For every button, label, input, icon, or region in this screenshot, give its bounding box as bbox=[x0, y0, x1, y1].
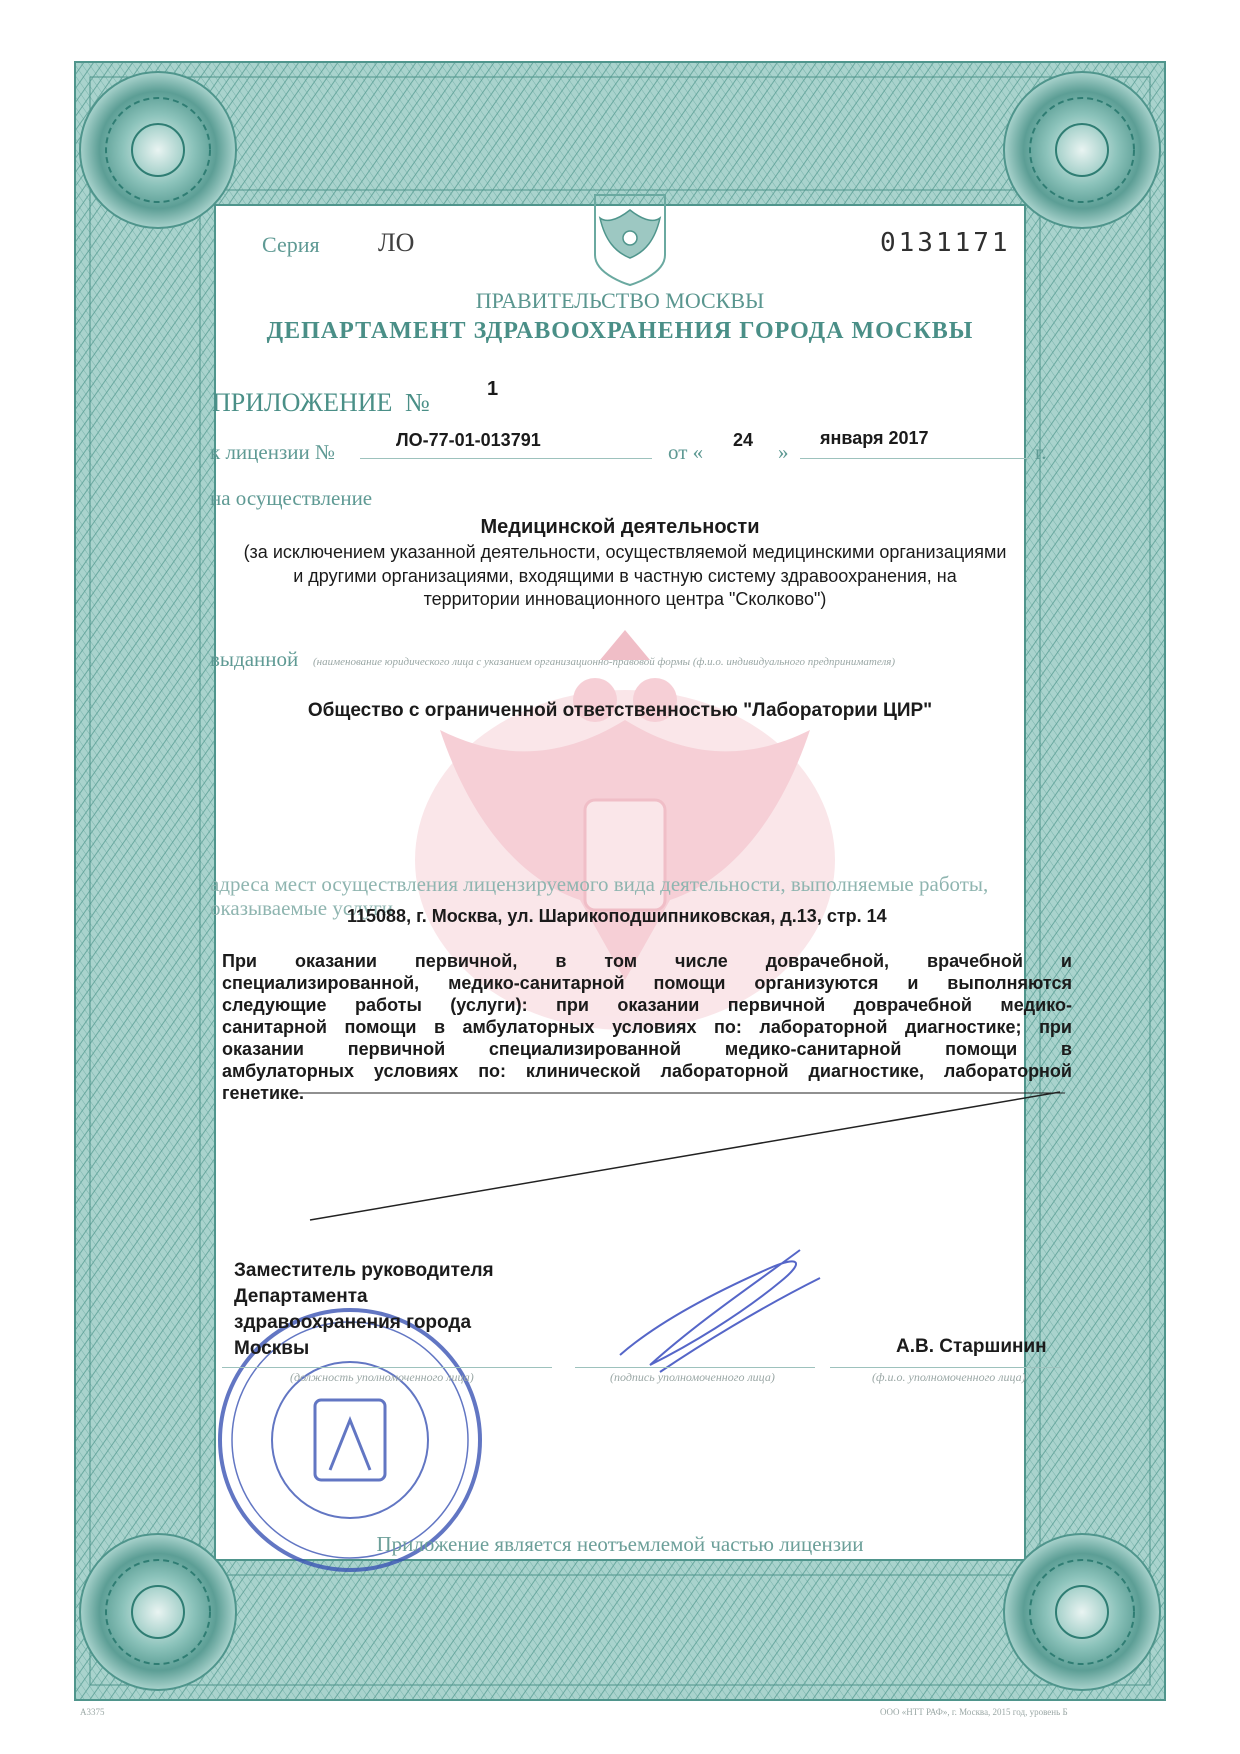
activity-line-2: и другими организациями, входящими в частную систему здравоохранения, на bbox=[293, 566, 957, 586]
address-label-line-2: оказываемые услуги bbox=[210, 896, 394, 920]
license-date-line bbox=[800, 458, 1030, 459]
signatory-position bbox=[234, 1258, 494, 1362]
appendix-label: ПРИЛОЖЕНИЕ bbox=[212, 388, 393, 417]
license-from-label: от « bbox=[668, 440, 704, 464]
caption-position: (должность уполномоченного лица) bbox=[290, 1370, 474, 1384]
government-title: ПРАВИТЕЛЬСТВО МОСКВЫ bbox=[475, 288, 765, 313]
footer-right-code: ООО «НТТ РАФ», г. Москва, 2015 год, уровень Б bbox=[880, 1707, 1068, 1717]
license-number: ЛО-77-01-013791 bbox=[396, 430, 541, 450]
corner-rosette-top-left bbox=[80, 72, 236, 228]
signatory-name: А.В. Старшинин bbox=[896, 1336, 1047, 1357]
services-line: При оказании первичной, в том числе доврачебной, врачебной и bbox=[222, 951, 1072, 971]
name-underline bbox=[830, 1367, 1060, 1368]
caption-signature: (подпись уполномоченного лица) bbox=[610, 1370, 775, 1384]
services-line: амбулаторных условиях по: клинической лабораторной диагностике, лабораторной bbox=[222, 1061, 1072, 1081]
license-number-line bbox=[360, 458, 652, 459]
activity-label: на осуществление bbox=[210, 486, 373, 510]
corner-rosette-bottom-right bbox=[1004, 1534, 1160, 1690]
license-prefix: к лицензии № bbox=[210, 440, 336, 464]
position-line: здравоохранения города bbox=[234, 1312, 472, 1333]
caption-name: (ф.и.о. уполномоченного лица) bbox=[872, 1370, 1026, 1384]
activity-line-3: территории инновационного центра "Сколково") bbox=[423, 589, 827, 609]
services-line: санитарной помощи в амбулаторных условиях по: лабораторной диагностике; при bbox=[222, 1017, 1072, 1037]
address-label-line-1: адреса мест осуществления лицензируемого вида деятельности, выполняемые работы, bbox=[210, 872, 989, 896]
appendix-number: 1 bbox=[487, 378, 499, 400]
services-line: следующие работы (услуги): при оказании первичной доврачебной медико- bbox=[222, 995, 1072, 1015]
position-line: Заместитель руководителя bbox=[234, 1260, 494, 1281]
address-value: 115088, г. Москва, ул. Шарикоподшипниковская, д.13, стр. 14 bbox=[347, 906, 887, 926]
document-number: 0131171 bbox=[880, 228, 1011, 258]
services-line: генетике. bbox=[222, 1083, 305, 1103]
services-text bbox=[222, 950, 1072, 1104]
footer-left-code: А3375 bbox=[80, 1707, 105, 1717]
services-line: оказании первичной специализированной медико-санитарной помощи в bbox=[222, 1039, 1072, 1059]
position-line: Москвы bbox=[234, 1338, 310, 1359]
signature-underline bbox=[575, 1367, 815, 1368]
license-year-suffix: г. bbox=[1035, 440, 1047, 464]
position-line: Департамента bbox=[234, 1286, 368, 1307]
footer-note: Приложение является неотъемлемой частью лицензии bbox=[376, 1532, 864, 1556]
position-underline bbox=[222, 1367, 552, 1368]
license-close-quote: » bbox=[778, 440, 789, 464]
license-month-year: января 2017 bbox=[820, 428, 929, 448]
activity-title: Медицинской деятельности bbox=[480, 516, 760, 538]
corner-rosette-bottom-left bbox=[80, 1534, 236, 1690]
series-value: ЛО bbox=[378, 228, 415, 257]
license-day: 24 bbox=[733, 430, 754, 450]
issued-label: выданной bbox=[210, 647, 299, 671]
organization-name: Общество с ограниченной ответственностью "Лаборатории ЦИР" bbox=[307, 700, 933, 721]
activity-line-1: (за исключением указанной деятельности, осуществляемой медицинскими организациями bbox=[243, 542, 1007, 562]
appendix-number-sign: № bbox=[405, 388, 430, 417]
series-label: Серия bbox=[262, 232, 320, 257]
issued-caption: (наименование юридического лица с указанием организационно-правовой формы (ф.и.о. индивидуального предпринимателя) bbox=[313, 656, 896, 668]
corner-rosette-top-right bbox=[1004, 72, 1160, 228]
services-line: специализированной, медико-санитарной помощи организуются и выполняются bbox=[222, 973, 1072, 993]
department-title: ДЕПАРТАМЕНТ ЗДРАВООХРАНЕНИЯ ГОРОДА МОСКВЫ bbox=[266, 318, 974, 344]
